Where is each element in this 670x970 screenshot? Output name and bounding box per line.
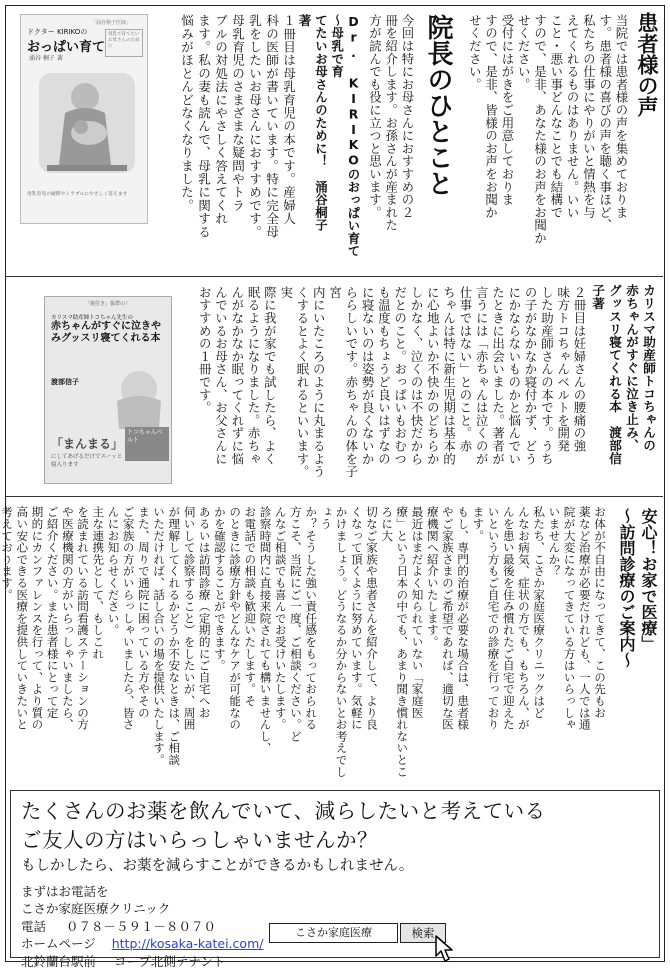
book1-cover [20,14,148,224]
cover2-author: 渡部信子 [51,378,79,386]
cover2-belt: トコちゃんベルト [125,427,169,461]
cover2-title: 赤ちゃんがすぐに泣きやみグッスリ寝てくれる本 [51,321,161,344]
cover1-sub-text: ドクター KIRIKOの [27,28,88,36]
cover2-mamaru: 「まんまる」 [51,437,124,451]
reduce-medicine-line1: たくさんのお薬を飲んでいて、減らしたいと考えている [21,799,546,823]
book2-body: ２冊目は妊婦さんの腰痛の強 味方トコちゃんベルトを開発 した助産師さんの本です。うち の子がなかなか寝付かず、どう にかならないものかと悩んでい たときに出会いました。著者が 言うには「赤ちゃんは泣くのが 仕事ではない」とのこと。赤 ちゃんは特に新生児期は基本的 に心地よいか不快かのどちらか しかなく、泣くのは不快だから だとのこと。おっぱいもおむつ も温度もちょうど良いはずなの に寝ないのは姿勢が良くないか ららしいです。赤ちゃんの体を子宮 内にいたころのように丸まるよう くするとよく眠れるといいます。実 際に我が家でも試したら、よく 眠るようになりました。赤ちゃ んがなかなか眠ってくれずに悩 んでいるお母さん、お父さんに おすすめの１冊です。 [197,286,587,478]
book2-cover [44,296,172,484]
director-word-title: 院長のひとこと [423,14,453,196]
cover2-publisher: カリスマ助産師トコちゃん先生の [51,315,134,321]
book1-title: Dr. KIRIKOのおっぱい育て～母乳で育 てたいお母さんのために！ 涌谷桐子 著 [297,14,361,258]
phone-label: 電話 [21,918,47,934]
cover1-footer: 母乳育児の疑問やトラブルにやさしく答えます [27,192,128,197]
cover1-badge: 母乳で育てたいお母さんのために [105,29,143,57]
address-station: 北鈴蘭台駅前 [21,953,97,969]
mouse-pointer-icon [434,934,456,964]
home-visit-section [0,498,663,784]
patient-voice-body: 当院では患者様の声を集めておりま す。患者様の喜びの声を聴く事ほど、 私たちの仕事にやりがいと情熱を与 えてくれるものはありません。いい こと・悪い事どんなことでも結構で すので、是非、あなた様のお声をお聞か せください。 受付にはがきをご用意しておりま すので、是非、皆様のお声をお聞か せください。 [467,14,629,245]
address-building: コープ北側テナント [113,953,226,969]
top-section [6,6,663,274]
director-word-body: 今回は特にお母さんにおすすめの２ 冊を紹介します。お孫さんが産まれた 方が読んでも役に立つと思います。 [367,14,415,232]
address-row [21,953,649,970]
cover2-top-text: 「寝付き」抜群の！ [85,301,131,307]
newsletter-page [0,5,665,969]
cover1-title: おっぱい育て [27,40,106,55]
middle-section [6,278,663,493]
search-button[interactable]: 検索 [400,923,446,943]
cover1-top-text: 「涌谷桐子医師」 [91,20,132,26]
book1-description: １冊目は母乳育児の本です。産婦人 科の医師が書いています。特に完全母 乳をしたいお母さんにおすすめです。 母乳育児のさまざまな疑問やトラ ブルの対処法にやさしく答えてくれ ます。私の妻も読んで、母乳に関する 悩みがほとんどなくなりました。 [179,14,296,239]
home-visit-body: お体が不自由になってきて、この先もお 薬など治療が必要だけれども、一人では通 院が大変になってきている方はいらっしゃ いませんか？ 私たち、こさか家庭医療クリニックはど んなお病気、症状の方でも、もちろん、が んを患い最後を住み慣れたご自宅で迎えた いという方もご自宅での診療を行っており ます。 もし、専門的治療が必要な場合は、患者様 やご家族さまのご希望であれば、適切な医 療機関へ紹介いたします。 最近はまだよく知られていない「家庭医 療」という日本の中でも、あまり聞き慣れないところに大 切なご家族や患者さんを紹介して、より良 くなって頂くように努めています。気軽に かけましょう。どうなるか分からないとお考えでしょう か？そうした強い責任感をもっておられる 方こそ、当院にご一度、ご相談ください。ど んなご相談でも喜んでお受けいたします。 診察時間内に直接来院されても構いませんし、 お電話での相談も歓迎いたします。そ のときに診療方針やどんなケアが可能なの かを確認することができます。 あるいは訪問診療（定期的にご自宅へお 伺いして診察すること）をしたいが、周囲 が理解してくれるかどうか不安なときは、ご相談 いただければ、話し合いの場を提供いたします。 また、周りで通院に困っている方やその ご家族の方がいらっしゃいましたら、皆さ んにお知らせください。 主な連携先として、もしこれ を読まれている訪問看護ステーションの方 や医療機関の方がいらっしゃいましたら、 ご紹介ください。また患者様にとって定 期的にカンファレンスを行って、より質の 高い安心できる医療を提供していきたいと 考えております。 [0,506,607,778]
cover1-author: 涌谷 桐子 著 [29,55,63,62]
call-prompt: まずはお電話を [21,884,109,899]
medication-reduction-box [10,790,660,969]
home-visit-title: 安心！お家で医療」 ～訪問診療のご案内～ [617,508,658,668]
book2-title: カリスマ助産師トコちゃんの 赤ちゃんがすぐに泣き止み、 グッスリ寝てくれる本 渡部信 子著 [590,284,656,465]
homepage-label: ホームページ [21,936,96,952]
patient-voice-title: 患者様の声 [635,12,659,117]
phone-number: ０７８－５９１－８０７０ [65,918,216,934]
reduce-medicine-line2: ご友人の方はいらっしゃいませんか？ [21,828,378,852]
clinic-name: こさか家庭医療クリニック [21,901,171,917]
reduce-medicine-line3: もしかしたら、お薬を減らすことができるかもしれません。 [21,858,414,874]
search-input[interactable]: こさか家庭医療 [269,923,398,943]
homepage-link[interactable]: http://kosaka-katei.com/ [111,936,264,952]
cover2-mamaru-sub: にしてあげるだけでスーッと寝入ります [51,454,123,468]
